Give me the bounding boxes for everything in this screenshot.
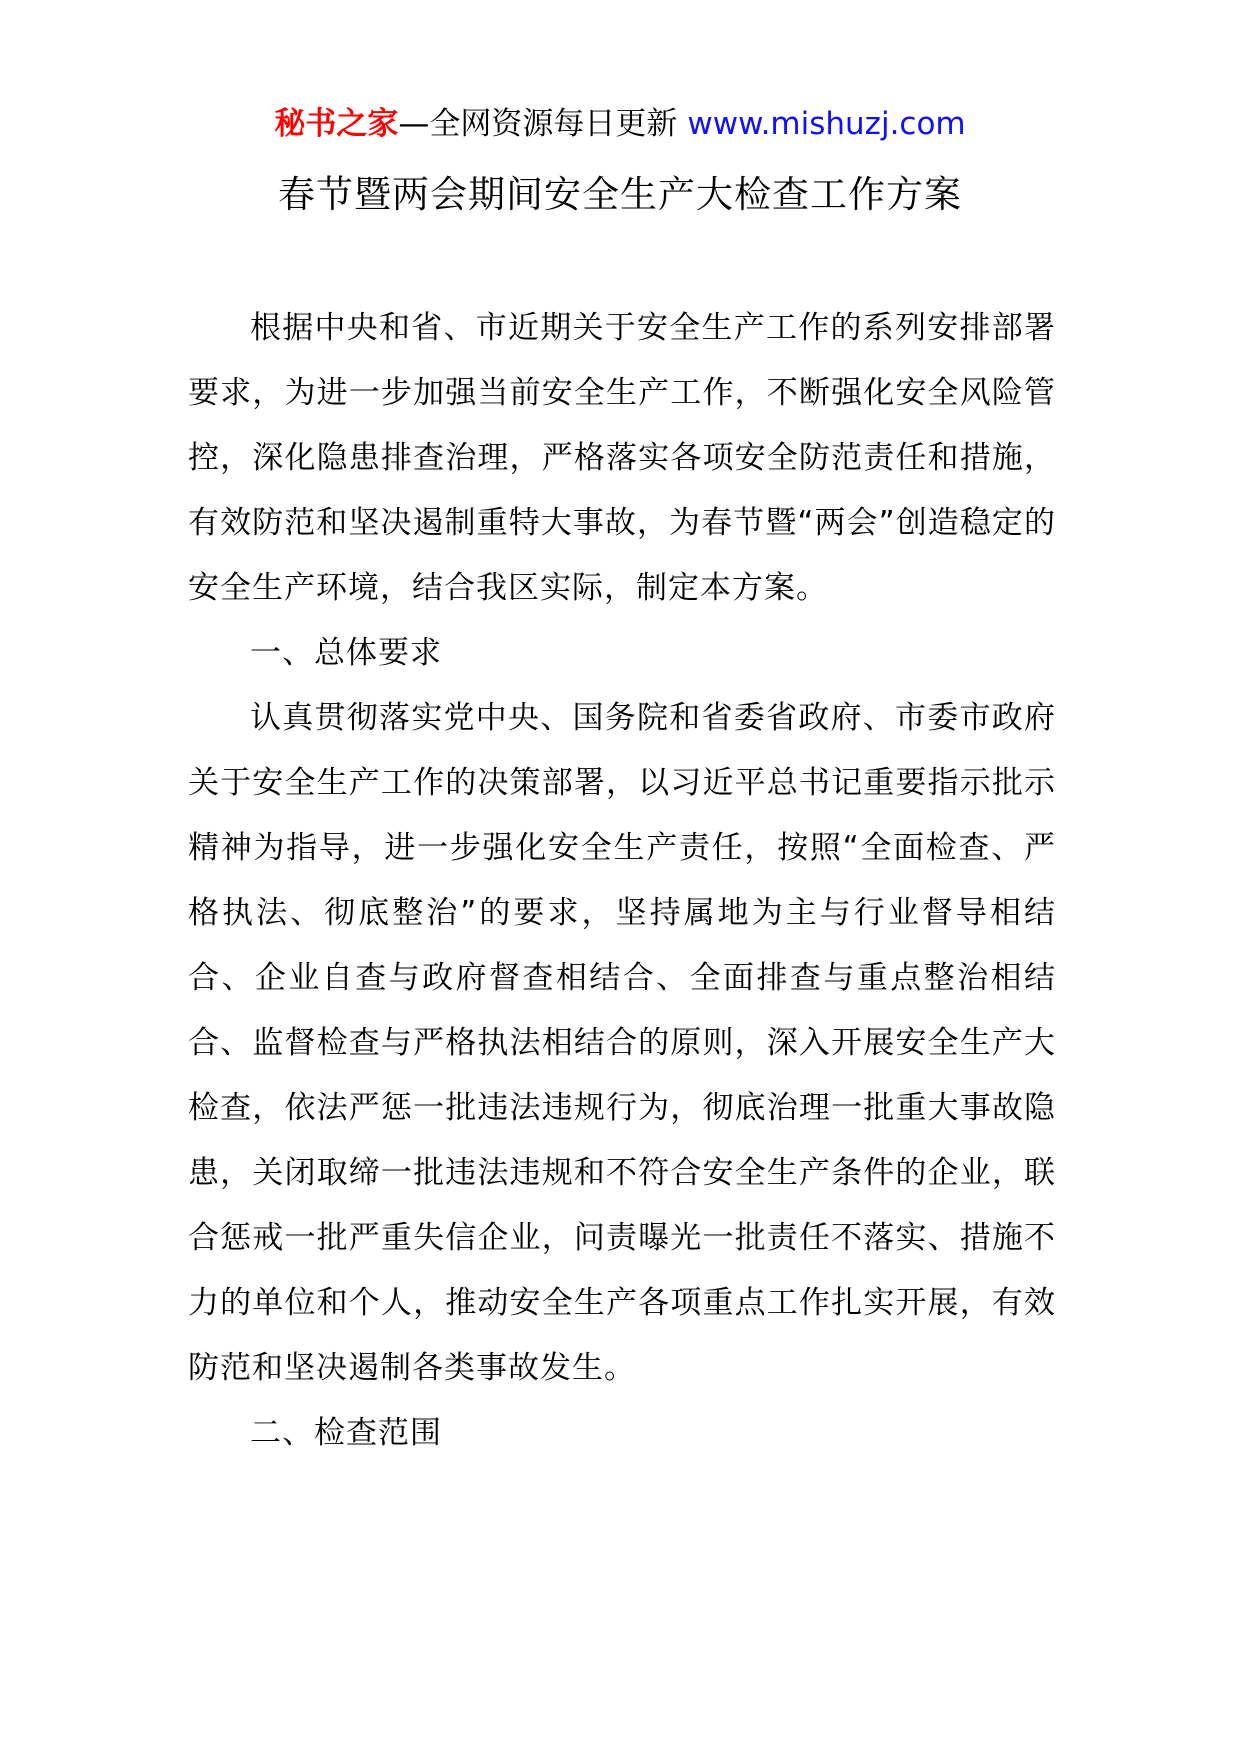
section-heading-inspection-scope: 二、检查范围: [250, 1415, 442, 1451]
document-title: 春节暨两会期间安全生产大检查工作方案: [278, 173, 962, 216]
site-header: [0, 104, 1240, 144]
document-body: [188, 296, 1056, 1466]
site-slogan: —全网资源每日更新: [398, 106, 678, 142]
section-paragraph-general-requirements: 认真贯彻落实党中央、国务院和省委省政府、市委市政府关于安全生产工作的决策部署，以习近平总书记重要指示批示精神为指导，进一步强化安全生产责任，按照“全面检查、严格执法、彻底整治”的要求，坚持属地为主与行业督导相结合、企业自查与政府督查相结合、全面排查与重点整治相结合、监督检查与严格执法相结合的原则，深入开展安全生产大检查，依法严惩一批违法违规行为，彻底治理一批重大事故隐患，关闭取缔一批违法违规和不符合安全生产条件的企业，联合惩戒一批严重失信企业，问责曝光一批责任不落实、措施不力的单位和个人，推动安全生产各项重点工作扎实开展，有效防范和坚决遏制各类事故发生。: [188, 700, 1056, 1386]
intro-paragraph: 根据中央和省、市近期关于安全生产工作的系列安排部署要求，为进一步加强当前安全生产工作，不断强化安全风险管控，深化隐患排查治理，严格落实各项安全防范责任和措施，有效防范和坚决遏制重特大事故，为春节暨“两会”创造稳定的安全生产环境，结合我区实际，制定本方案。: [188, 310, 1056, 606]
brand-name: 秘书之家: [274, 106, 399, 142]
section-heading-general-requirements: 一、总体要求: [250, 635, 442, 671]
site-url-link[interactable]: www.mishuzj.com: [687, 106, 966, 142]
